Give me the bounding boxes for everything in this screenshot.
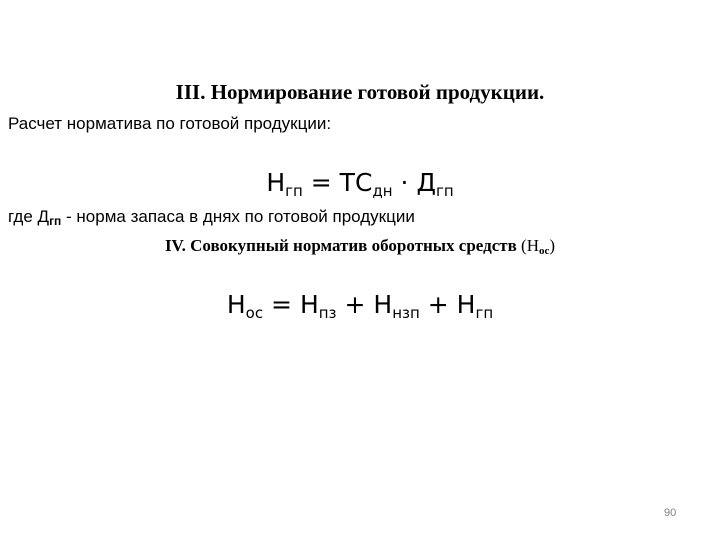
section-heading-3: III. Нормирование готовой продукции. bbox=[175, 80, 545, 104]
formula-subscript: нзп bbox=[392, 304, 420, 322]
where-prefix: где Д bbox=[8, 207, 50, 226]
formula-term: Н bbox=[299, 290, 319, 319]
formula-subscript: пз bbox=[318, 304, 337, 322]
heading4-paren-close: ) bbox=[549, 236, 556, 255]
section-heading-4 bbox=[0, 236, 720, 257]
formula-total-norm bbox=[0, 290, 720, 322]
where-subscript: гп bbox=[49, 214, 62, 228]
formula-term: Н bbox=[266, 168, 286, 197]
formula-term: Н bbox=[373, 290, 393, 319]
heading4-text: IV. Совокупный норматив оборотных средств bbox=[164, 236, 517, 255]
heading4-paren-open: (Н bbox=[516, 236, 539, 255]
formula-subscript: гп bbox=[475, 304, 494, 322]
formula-term: Д bbox=[416, 168, 436, 197]
formula-finished-goods bbox=[0, 168, 720, 200]
formula-operator: = bbox=[263, 290, 300, 319]
formula-subscript: дн bbox=[372, 182, 393, 200]
formula-term: Н bbox=[226, 290, 246, 319]
formula-subscript: гп bbox=[435, 182, 454, 200]
formula-operator: + bbox=[419, 290, 457, 319]
formula-subscript: гп bbox=[285, 182, 303, 200]
formula-term: ТС bbox=[339, 168, 373, 197]
formula-term: Н bbox=[456, 290, 476, 319]
formula-subscript: ос bbox=[245, 304, 264, 322]
intro-text: Расчет норматива по готовой продукции: bbox=[8, 114, 332, 133]
where-explanation bbox=[8, 207, 415, 228]
formula-operator: = bbox=[302, 168, 340, 197]
formula-operator: · bbox=[392, 168, 417, 197]
formula-operator: + bbox=[336, 290, 374, 319]
page-number: 90 bbox=[664, 507, 677, 519]
where-suffix: - норма запаса в днях по готовой продукции bbox=[61, 207, 415, 226]
heading4-subscript: ос bbox=[539, 245, 550, 257]
